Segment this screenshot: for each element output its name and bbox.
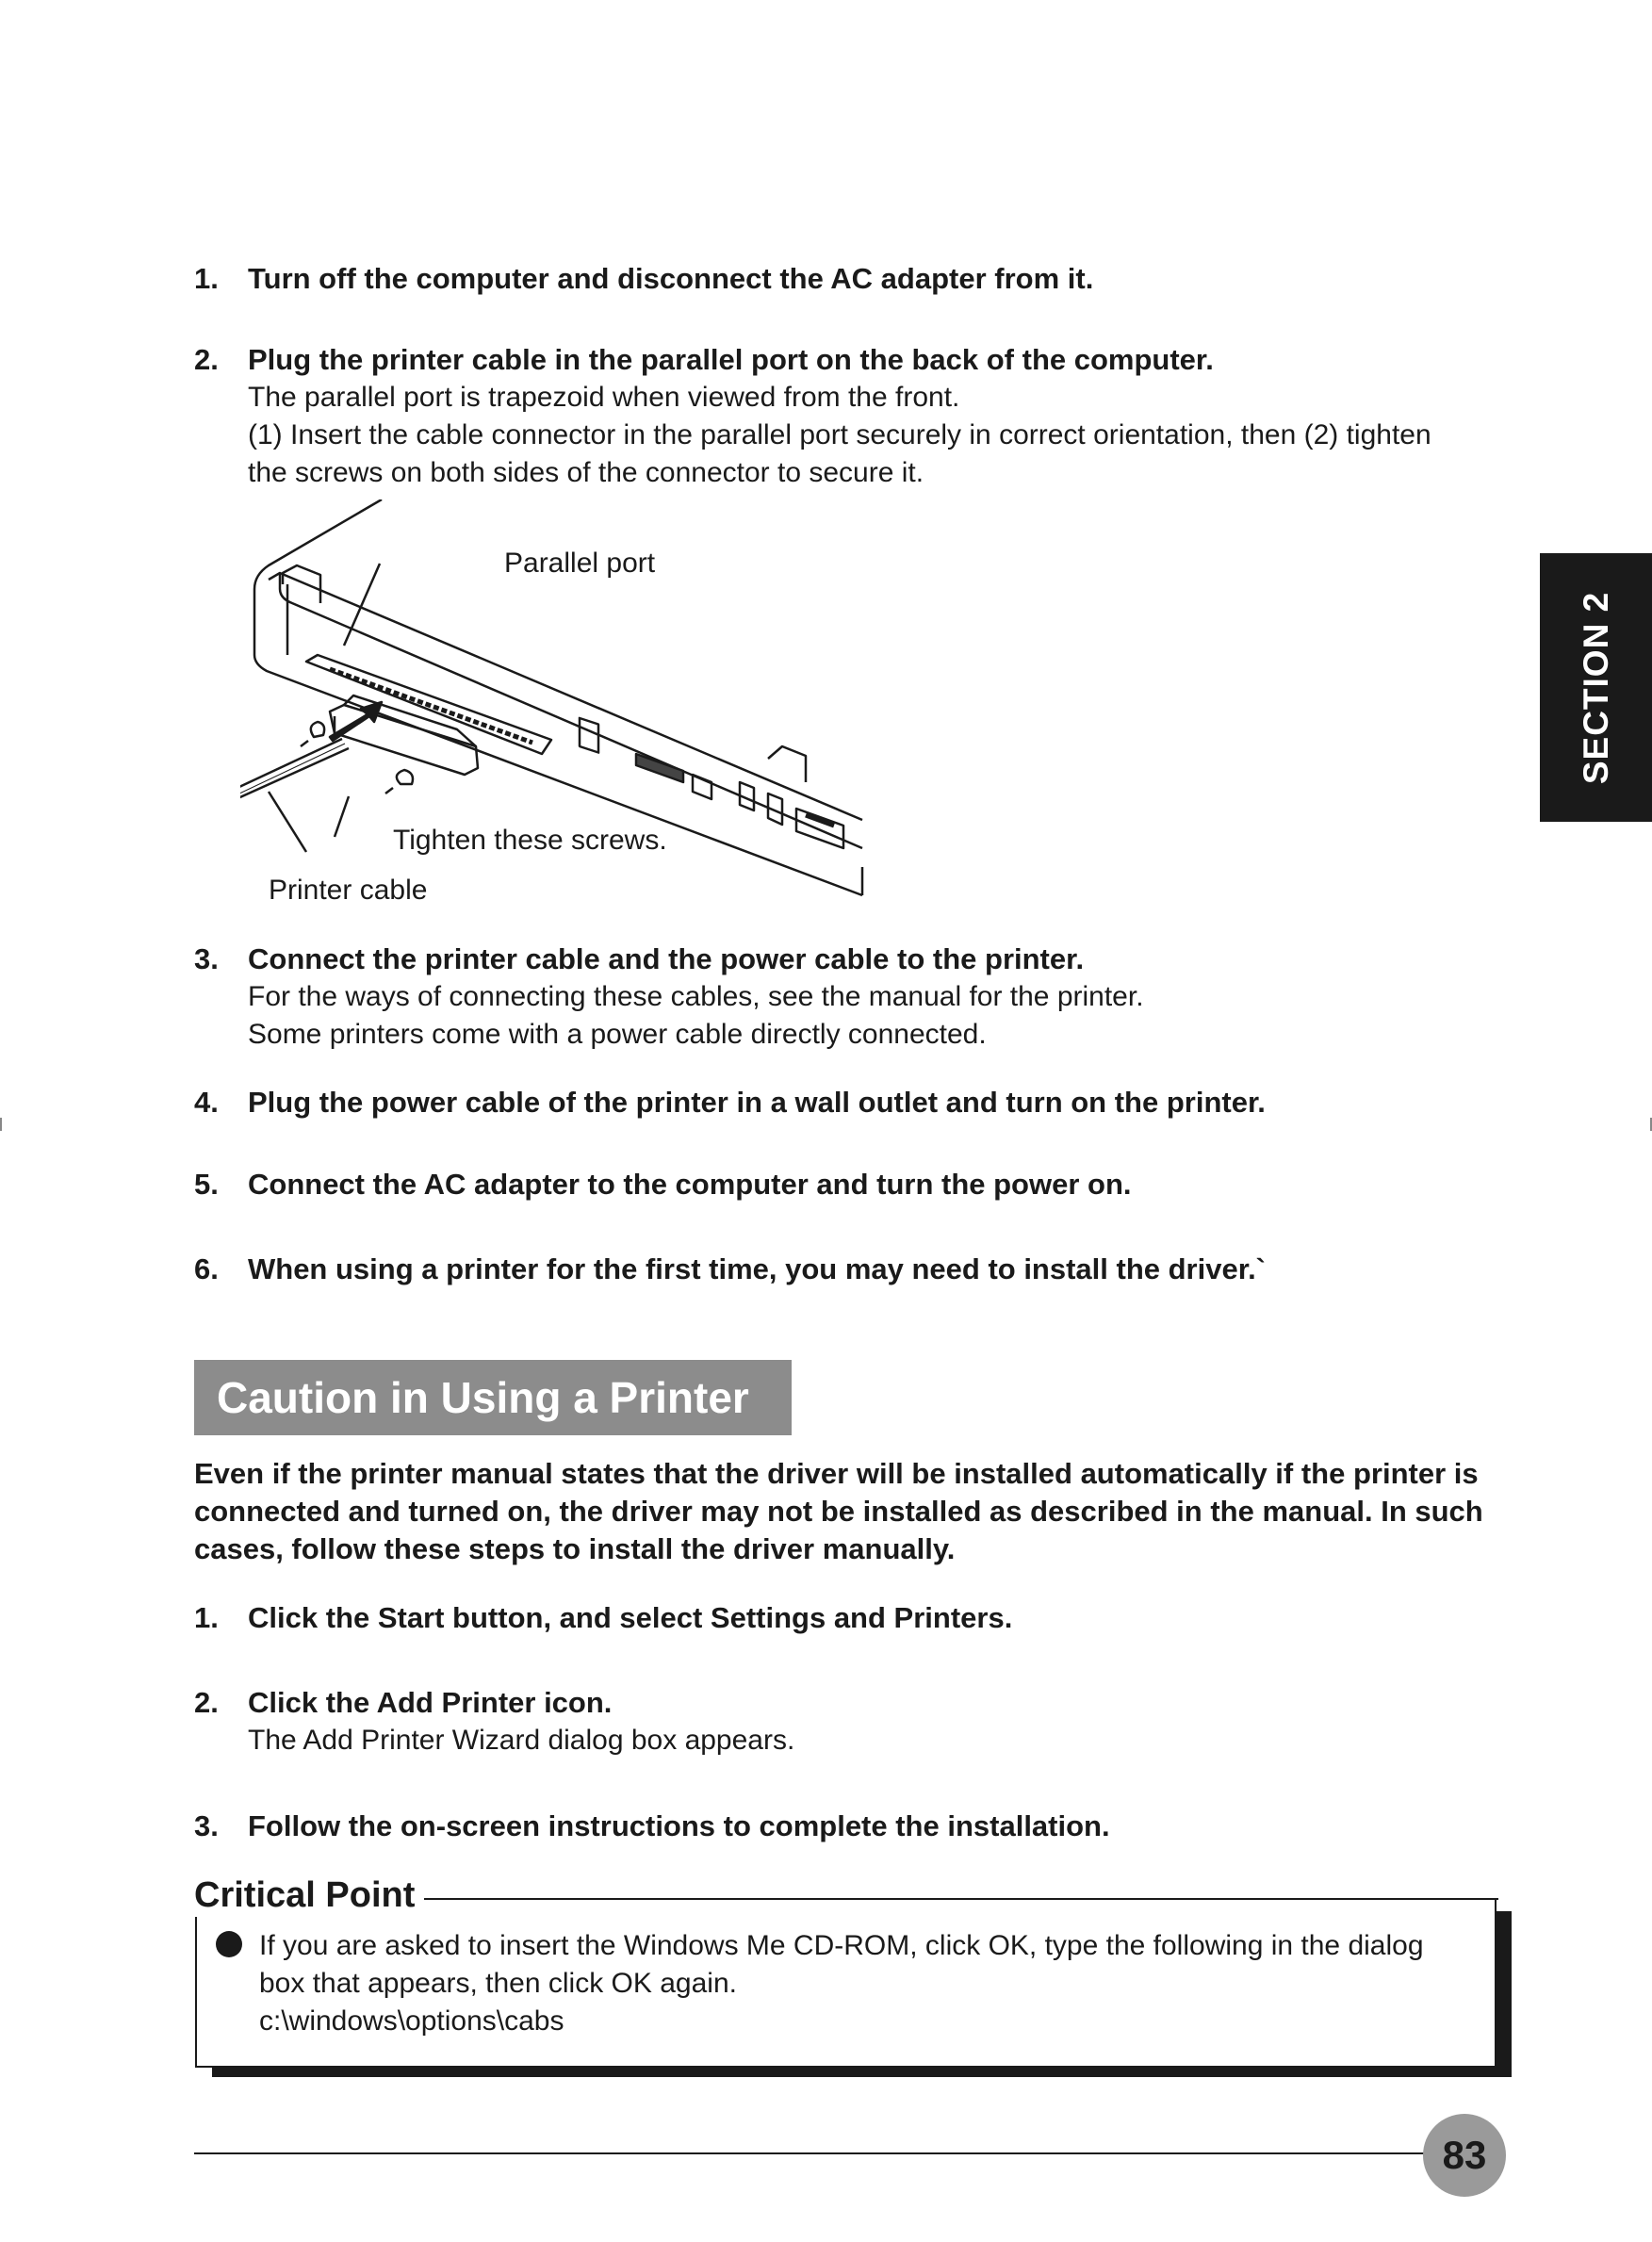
caution-heading: Caution in Using a Printer <box>194 1360 792 1435</box>
caution-step-3: 3. Follow the on-screen instructions to complete the installation. <box>194 1808 1513 1845</box>
step-6: 6. When using a printer for the first time, you may need to install the driver.` <box>194 1251 1513 1288</box>
step-1-heading: Turn off the computer and disconnect the AC adapter from it. <box>248 262 1094 295</box>
step-4-heading: Plug the power cable of the printer in a wall outlet and turn on the printer. <box>248 1086 1266 1119</box>
caution-step-2: 2. Click the Add Printer icon. The Add Printer Wizard dialog box appears. <box>194 1684 1513 1759</box>
caution-step-2-body: The Add Printer Wizard dialog box appears. <box>248 1725 795 1756</box>
step-2-heading: Plug the printer cable in the parallel port on the back of the computer. <box>248 343 1214 376</box>
step-1: 1. Turn off the computer and disconnect the AC adapter from it. <box>194 260 1513 298</box>
footer-rule <box>194 2152 1429 2154</box>
step-3: 3. Connect the printer cable and the power cable to the printer. For the ways of connecting these cables, see the manual for the printer. Some printers come with a power cable directly connected. <box>194 941 1513 1054</box>
step-3-body-line: For the ways of connecting these cables, see the manual for the printer. <box>248 981 1144 1012</box>
step-5-heading: Connect the AC adapter to the computer and turn the power on. <box>248 1168 1132 1201</box>
step-6-heading: When using a printer for the first time, you may need to install the driver.` <box>248 1252 1267 1285</box>
caution-intro: Even if the printer manual states that the driver will be installed automatically if the printer is connected and turned on, the driver may not be installed as described in the manual. In such cases, follow these steps to install the driver manually. <box>194 1457 1483 1565</box>
caution-step-2-heading: Click the Add Printer icon. <box>248 1686 613 1719</box>
critical-point-title: Critical Point <box>194 1874 420 1917</box>
step-3-heading: Connect the printer cable and the power cable to the printer. <box>248 942 1085 975</box>
step-2-body-line: The parallel port is trapezoid when viewed from the front. <box>248 382 960 413</box>
caution-step-1-heading: Click the Start button, and select Settings and Printers. <box>248 1601 1013 1634</box>
step-2: 2. Plug the printer cable in the parallel port on the back of the computer. The parallel port is trapezoid when viewed from the front. (1) Insert the cable connector in the parallel port securely in correct orientation, then (2) tighten the screws on both sides of the connector to secure it. <box>194 341 1513 492</box>
critical-point-line: box that appears, then click OK again. <box>259 1968 737 1999</box>
cable-label: Printer cable <box>269 875 428 906</box>
section-tab-label: SECTION 2 <box>1576 591 1615 784</box>
step-5: 5. Connect the AC adapter to the computer and turn the power on. <box>194 1166 1513 1203</box>
section-tab <box>1540 553 1652 822</box>
parallel-port-label: Parallel port <box>504 548 656 579</box>
caution-step-3-heading: Follow the on-screen instructions to complete the installation. <box>248 1809 1110 1842</box>
page-number: 83 <box>1423 2114 1506 2197</box>
critical-point-text <box>259 1927 1484 2040</box>
step-3-body-line: Some printers come with a power cable directly connected. <box>248 1019 987 1050</box>
parallel-port-figure <box>240 499 881 914</box>
critical-point-line: If you are asked to insert the Windows Me CD-ROM, click OK, type the following in the dialog <box>259 1930 1424 1961</box>
screws-label: Tighten these screws. <box>393 825 667 856</box>
crop-mark-left <box>0 1118 2 1131</box>
step-2-body-line: the screws on both sides of the connector to secure it. <box>248 457 924 488</box>
step-2-body-line: (1) Insert the cable connector in the parallel port securely in correct orientation, then (2) tighten <box>248 419 1431 450</box>
critical-point-rule <box>424 1898 1498 1900</box>
caution-step-1: 1. Click the Start button, and select Settings and Printers. <box>194 1599 1513 1637</box>
critical-point-path: c:\windows\options\cabs <box>259 2005 564 2037</box>
bullet-icon <box>216 1931 242 1957</box>
step-4: 4. Plug the power cable of the printer in a wall outlet and turn on the printer. <box>194 1084 1513 1121</box>
